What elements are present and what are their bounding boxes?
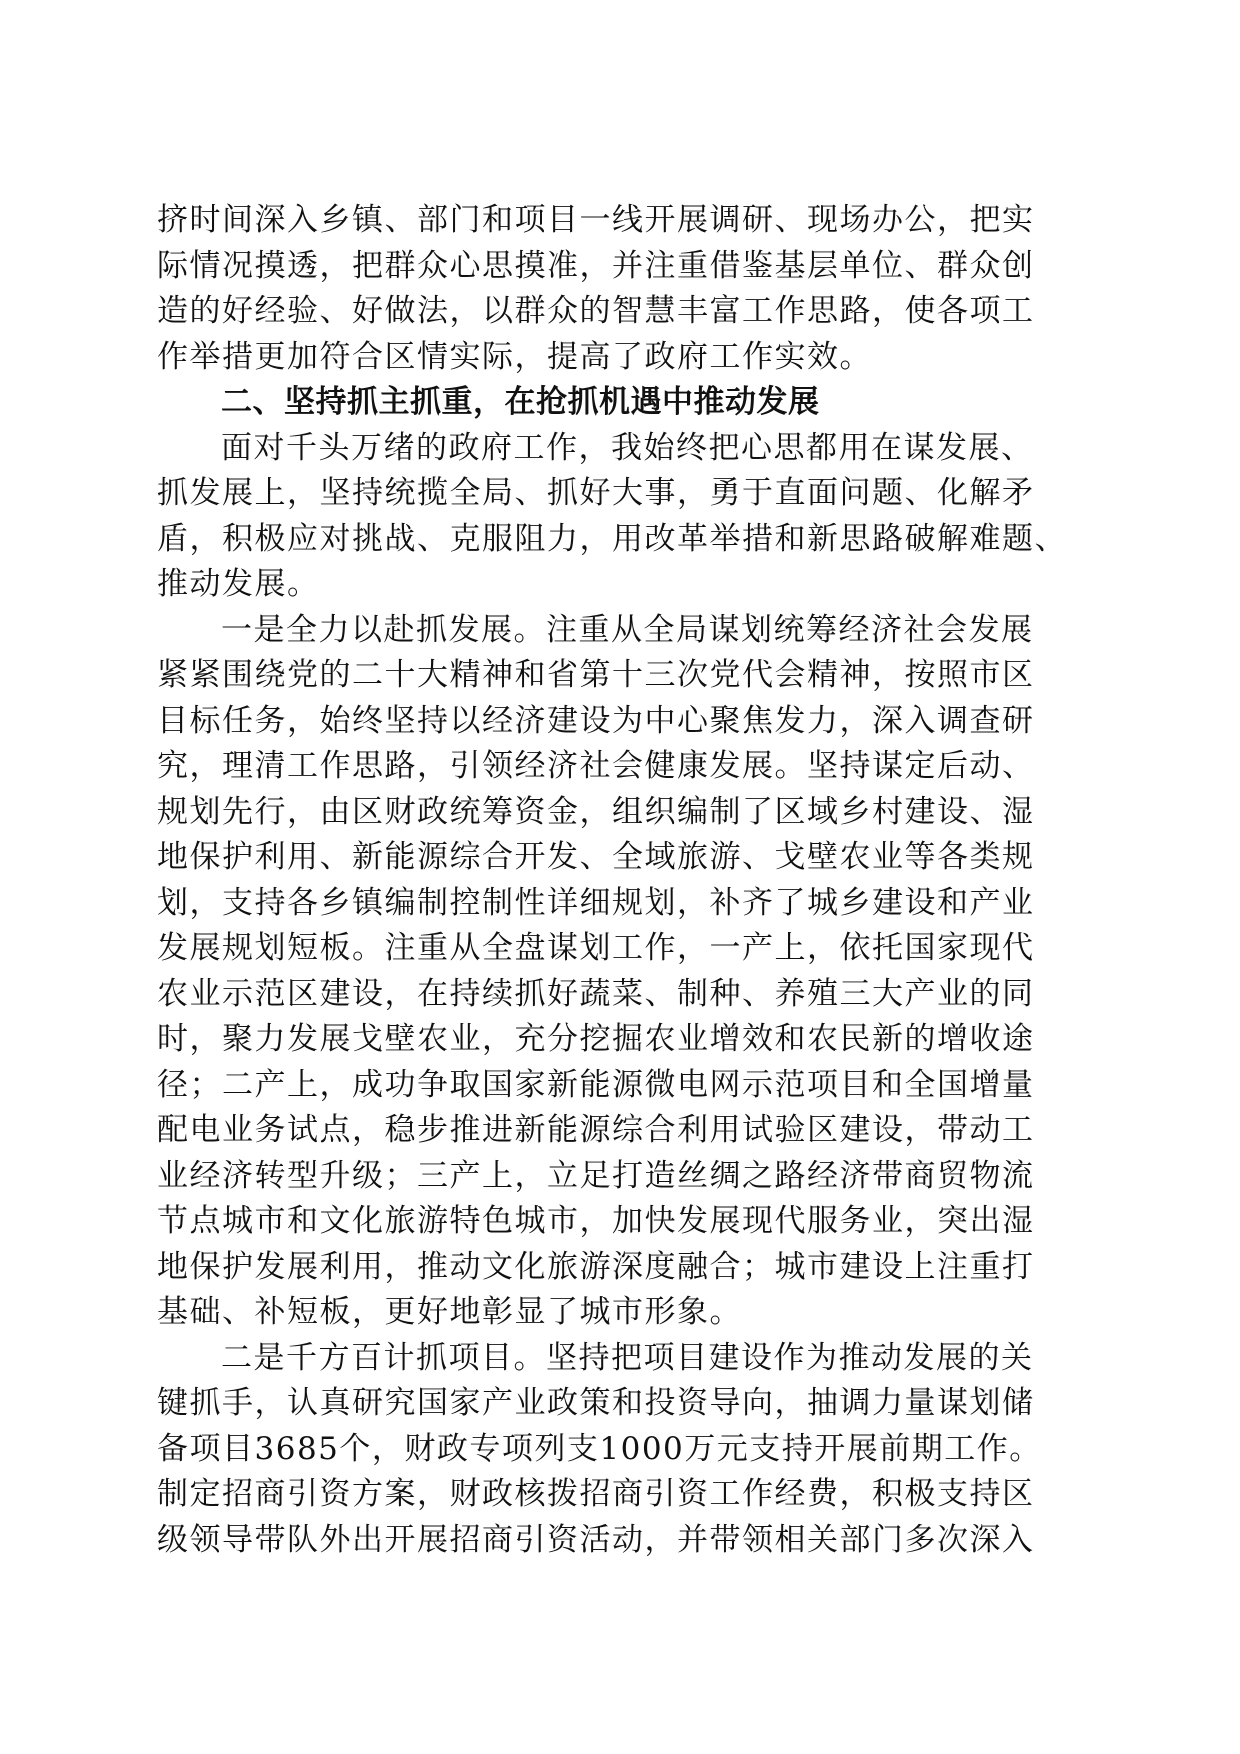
text-line: 究，理清工作思路，引领经济社会健康发展。坚持谋定后动、 <box>157 748 1035 784</box>
text-line: 键抓手，认真研究国家产业政策和投资导向，抽调力量谋划储 <box>157 1385 1035 1421</box>
text-line: 面对千头万绪的政府工作，我始终把心思都用在谋发展、 <box>221 429 1034 466</box>
text-line: 地保护发展利用，推动文化旅游深度融合；城市建设上注重打 <box>157 1248 1035 1285</box>
document-page <box>157 198 1087 1563</box>
section-heading: 二、坚持抓主抓重，在抢抓机遇中推动发展 <box>221 384 820 420</box>
text-line: 盾，积极应对挑战、克服阻力，用改革举措和新思路破解难题、 <box>157 520 1067 557</box>
text-line: 制定招商引资方案，财政核拨招商引资工作经费，积极支持区 <box>157 1476 1035 1512</box>
text-line: 目标任务，始终坚持以经济建设为中心聚焦发力，深入调查研 <box>157 702 1035 739</box>
text-line: 节点城市和文化旅游特色城市，加快发展现代服务业，突出湿 <box>157 1203 1035 1239</box>
text-line: 业经济转型升级；三产上，立足打造丝绸之路经济带商贸物流 <box>157 1157 1035 1194</box>
text-line: 基础、补短板，更好地彰显了城市形象。 <box>157 1294 742 1330</box>
text-line: 推动发展。 <box>157 566 320 602</box>
text-line: 抓发展上，坚持统揽全局、抓好大事，勇于直面问题、化解矛 <box>157 475 1035 511</box>
text-line: 农业示范区建设，在持续抓好蔬菜、制种、养殖三大产业的同 <box>157 975 1035 1012</box>
text-line: 配电业务试点，稳步推进新能源综合利用试验区建设，带动工 <box>157 1112 1035 1148</box>
text-line: 际情况摸透，把群众心思摸准，并注重借鉴基层单位、群众创 <box>157 247 1035 284</box>
text-line: 二是千方百计抓项目。坚持把项目建设作为推动发展的关 <box>221 1339 1034 1376</box>
text-line: 造的好经验、好做法，以群众的智慧丰富工作思路，使各项工 <box>157 293 1035 329</box>
text-line: 规划先行，由区财政统筹资金，组织编制了区域乡村建设、湿 <box>157 793 1035 830</box>
text-line: 挤时间深入乡镇、部门和项目一线开展调研、现场办公，把实 <box>157 202 1035 238</box>
text-line: 紧紧围绕党的二十大精神和省第十三次党代会精神，按照市区 <box>157 657 1035 693</box>
text-line: 作举措更加符合区情实际，提高了政府工作实效。 <box>157 338 872 375</box>
text-line: 划，支持各乡镇编制控制性详细规划，补齐了城乡建设和产业 <box>157 884 1035 921</box>
text-line: 时，聚力发展戈壁农业，充分挖掘农业增效和农民新的增收途 <box>157 1021 1035 1057</box>
text-line: 地保护利用、新能源综合开发、全域旅游、戈壁农业等各类规 <box>157 839 1035 875</box>
text-line: 级领导带队外出开展招商引资活动，并带领相关部门多次深入 <box>157 1521 1035 1558</box>
text-line: 径；二产上，成功争取国家新能源微电网示范项目和全国增量 <box>157 1066 1035 1103</box>
text-line: 发展规划短板。注重从全盘谋划工作，一产上，依托国家现代 <box>157 930 1035 966</box>
text-line: 备项目3685个，财政专项列支1000万元支持开展前期工作。 <box>157 1430 1042 1467</box>
text-line: 一是全力以赴抓发展。注重从全局谋划统筹经济社会发展 <box>221 611 1034 648</box>
